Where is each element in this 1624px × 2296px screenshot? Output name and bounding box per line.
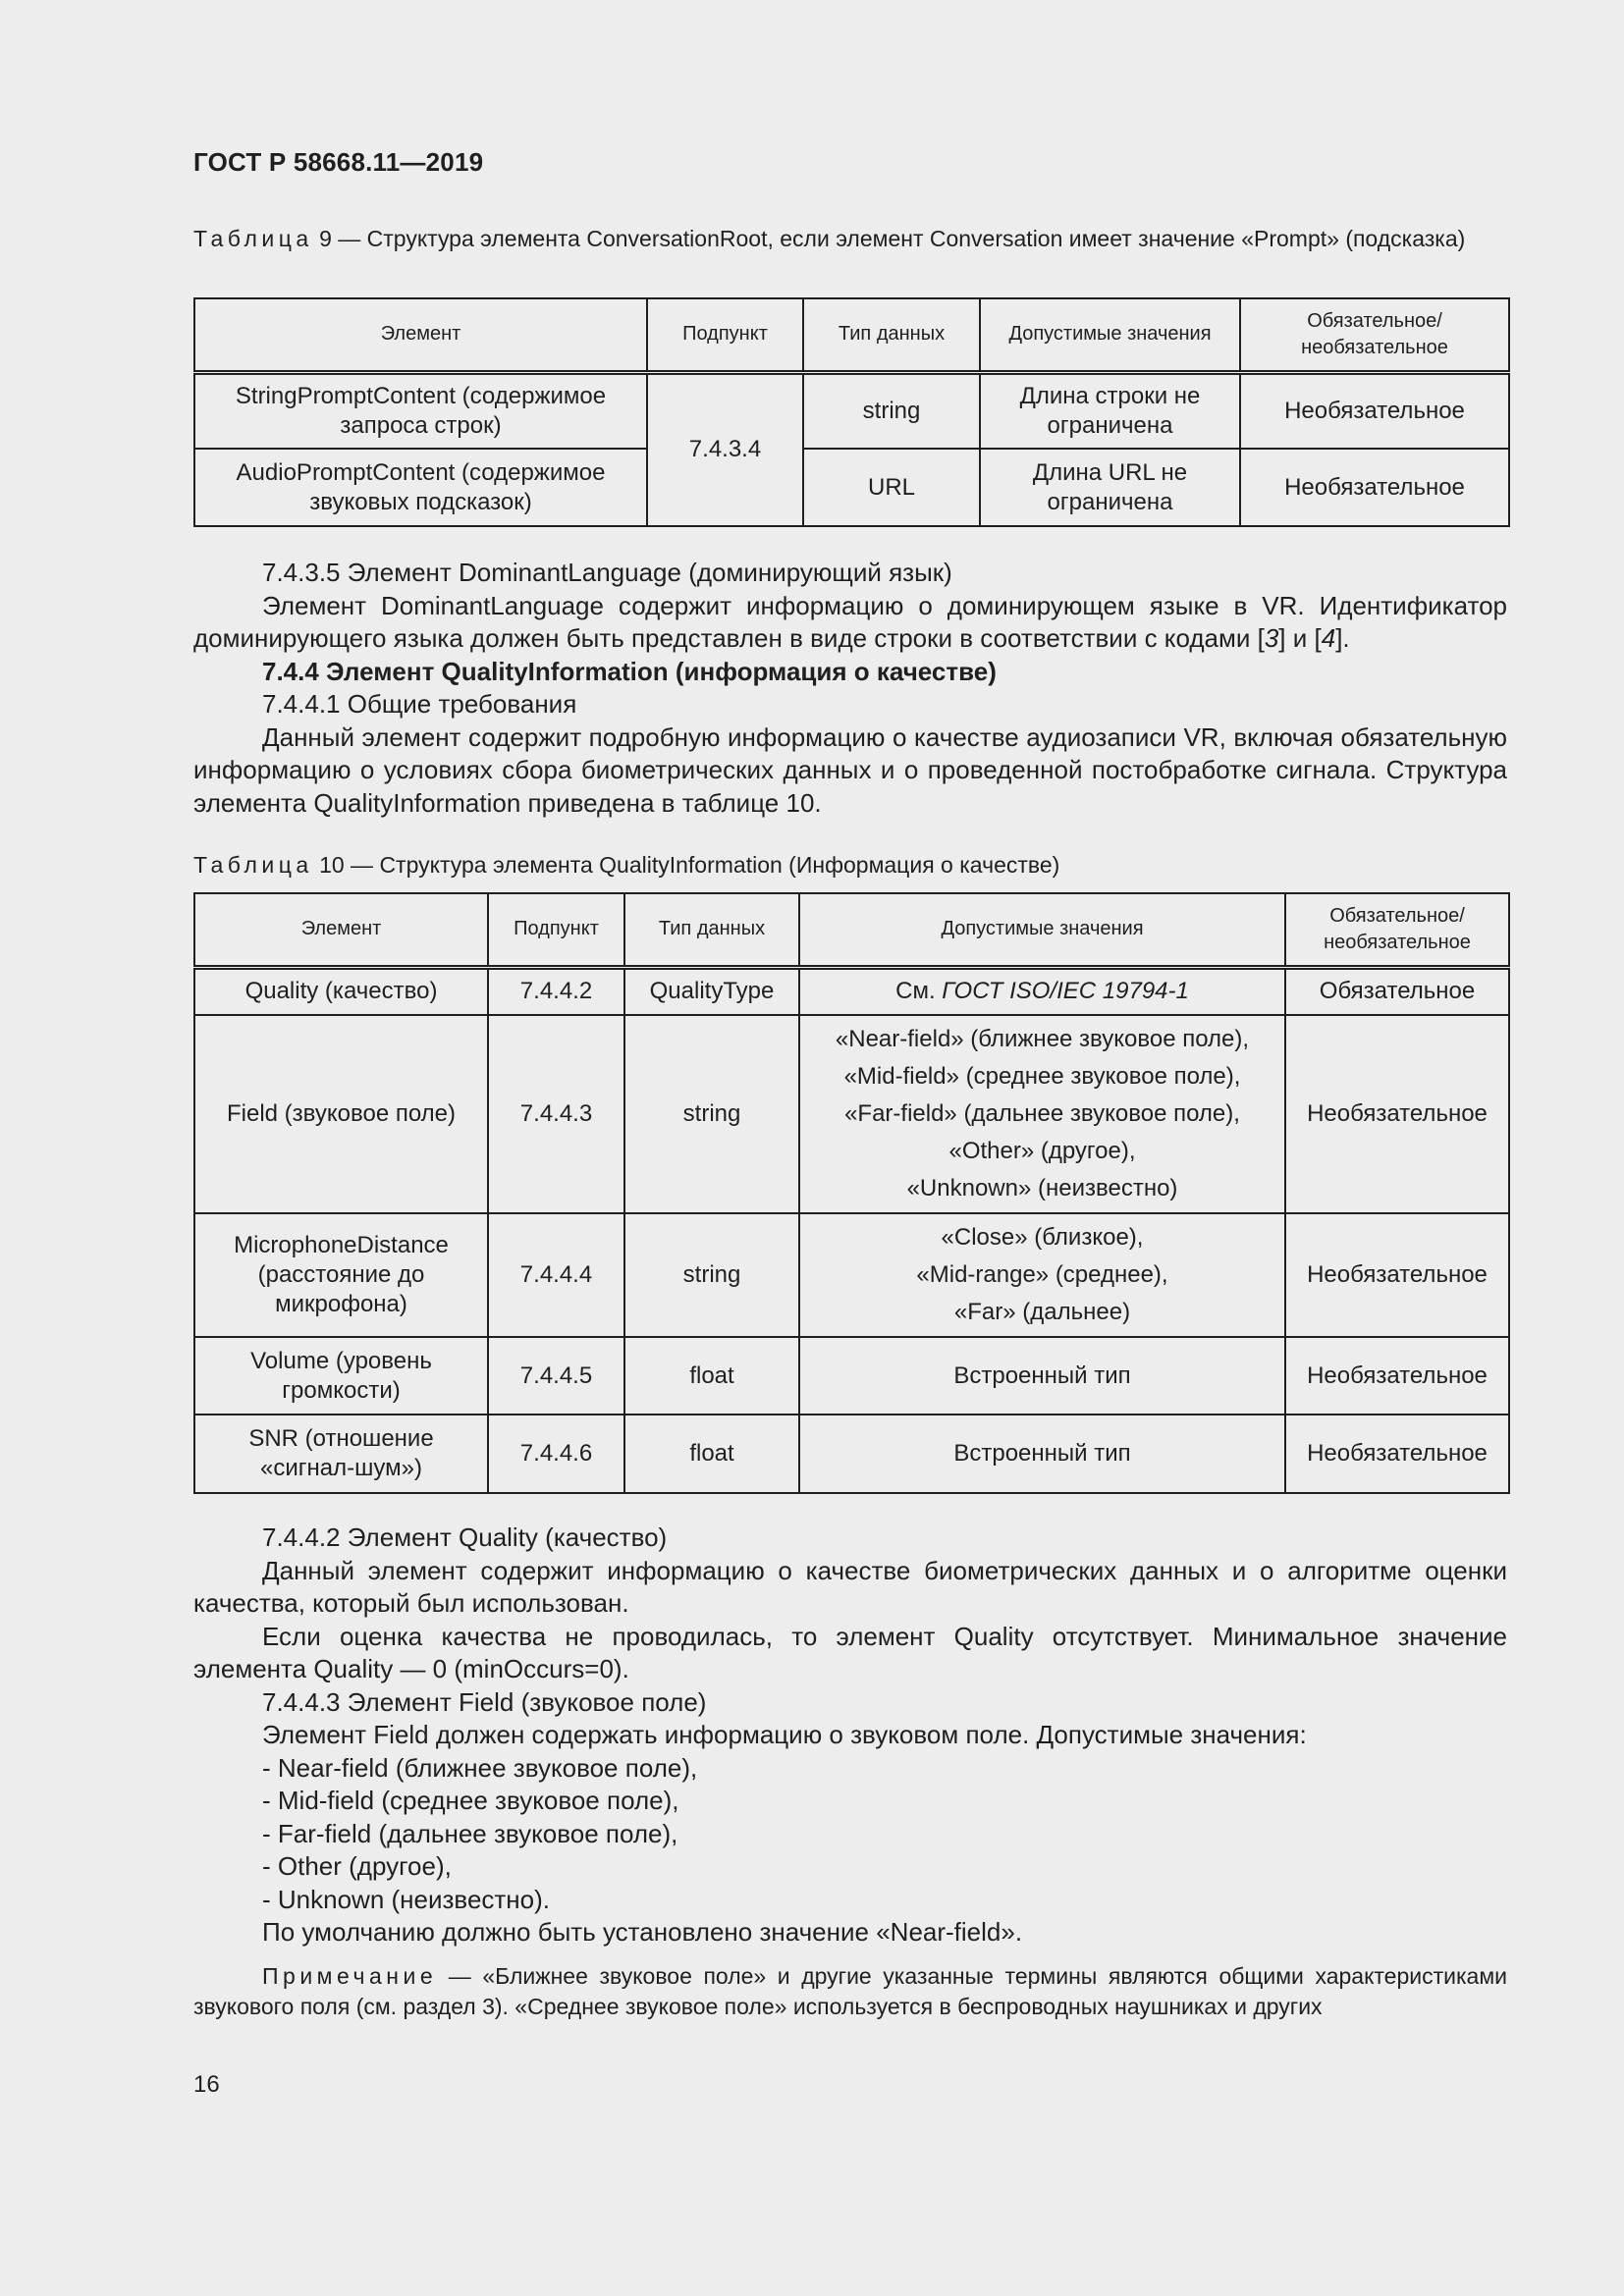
col-header: Допустимые значения (799, 893, 1285, 967)
paragraph: Данный элемент содержит информацию о качестве биометрических данных и о алгоритме оценки качества, который был использован. (193, 1555, 1507, 1618)
cell-values (799, 1213, 1285, 1337)
caption-text: 9 — Структура элемента ConversationRoot, если элемент Conversation имеет значение «Prompt» (подсказка) (312, 226, 1466, 251)
note-text: — «Ближнее звуковое поле» и другие указанные термины являются общими характеристиками звукового поля (см. раздел 3). «Среднее звуковое поле» используется в беспроводных наушниках и других (193, 1963, 1507, 2019)
cell-values: Длина строки не ограничена (980, 372, 1240, 449)
note (193, 1961, 1507, 2022)
caption-label: Таблица (193, 852, 313, 878)
cell-element: Volume (уровень громкости) (194, 1337, 488, 1415)
cell-element: SNR (отношение «сигнал-шум») (194, 1415, 488, 1493)
cell-element: Field (звуковое поле) (194, 1015, 488, 1213)
paragraph: По умолчанию должно быть установлено значение «Near-field». (262, 1917, 1023, 1947)
cell-required: Обязательное (1285, 967, 1509, 1015)
col-header: Обязательное/ необязательное (1240, 298, 1509, 372)
body-section-2 (193, 1522, 1507, 1949)
col-header: Тип данных (803, 298, 980, 372)
table-row (194, 372, 1509, 449)
cell-required: Необязательное (1240, 449, 1509, 526)
table-9 (193, 297, 1510, 527)
list-item: - Mid-field (среднее звуковое поле), (262, 1786, 679, 1815)
cell-values (799, 967, 1285, 1015)
caption-label: Таблица (193, 226, 313, 251)
section-heading: 7.4.4.3 Элемент Field (звуковое поле) (262, 1686, 707, 1717)
standard-ref: ГОСТ ISO/IEC 19794-1 (942, 978, 1189, 1005)
note-label: Примечание (262, 1963, 438, 1989)
col-header: Элемент (194, 298, 647, 372)
cell-element: MicrophoneDistance (расстояние до микрофона) (194, 1213, 488, 1337)
paragraph: Если оценка качества не проводилась, то элемент Quality отсутствует. Минимальное значение элемента Quality — 0 (minOccurs=0). (193, 1621, 1507, 1683)
col-header: Обязательное/ необязательное (1285, 893, 1509, 967)
cell-values: Длина URL не ограничена (980, 449, 1240, 526)
table-row (194, 1015, 1509, 1213)
paragraph-text: ] и [ (1278, 623, 1322, 653)
table-row (194, 1415, 1509, 1493)
cell-required: Необязательное (1285, 1337, 1509, 1415)
value-line: «Mid-field» (среднее звуковое поле), (843, 1063, 1241, 1090)
paragraph: Данный элемент содержит подробную информацию о качестве аудиозаписи VR, включая обязательную информацию о условиях сбора биометрических данных и о проведенной постобработке сигнала. Структура элемента QualityInformation приведена в таблице 10. (193, 721, 1507, 818)
cell-values: Встроенный тип (799, 1337, 1285, 1415)
cell-values: Встроенный тип (799, 1415, 1285, 1493)
table-row (194, 1337, 1509, 1415)
col-header: Тип данных (624, 893, 799, 967)
value-line: «Mid-range» (среднее), (916, 1261, 1168, 1288)
paragraph: Элемент Field должен содержать информацию о звуковом поле. Допустимые значения: (262, 1720, 1307, 1749)
cell-element: AudioPromptContent (содержимое звуковых подсказок) (194, 449, 647, 526)
section-heading: 7.4.3.5 Элемент DominantLanguage (доминирующий язык) (262, 558, 952, 587)
document-header: ГОСТ Р 58668.11—2019 (193, 147, 484, 177)
table-header-row (194, 893, 1509, 967)
cell-subclause: 7.4.4.6 (488, 1415, 624, 1493)
col-header: Элемент (194, 893, 488, 967)
table-9-caption (193, 224, 1507, 254)
table-header-row (194, 298, 1509, 372)
cell-required: Необязательное (1285, 1015, 1509, 1213)
value-line: «Near-field» (ближнее звуковое поле), (835, 1026, 1250, 1052)
citation-ref: 4 (1321, 623, 1336, 653)
cell-element: StringPromptContent (содержимое запроса строк) (194, 372, 647, 449)
cell-type: float (624, 1337, 799, 1415)
section-heading: 7.4.4.2 Элемент Quality (качество) (262, 1522, 668, 1552)
paragraph-text: Элемент DominantLanguage содержит информацию о доминирующем языке в VR. Идентификатор доминирующего языка должен быть представлен в виде строки в соответствии с кодами [ (193, 590, 1507, 653)
section-heading: 7.4.4 Элемент QualityInformation (информация о качестве) (262, 656, 997, 686)
cell-subclause: 7.4.4.5 (488, 1337, 624, 1415)
table-10 (193, 892, 1510, 1494)
value-line: «Far» (дальнее) (953, 1299, 1131, 1325)
cell-subclause: 7.4.4.2 (488, 967, 624, 1015)
cell-subclause: 7.4.4.4 (488, 1213, 624, 1337)
table-row (194, 1213, 1509, 1337)
cell-required: Необязательное (1240, 372, 1509, 449)
col-header: Подпункт (488, 893, 624, 967)
section-heading: 7.4.4.1 Общие требования (262, 689, 577, 719)
cell-type: string (803, 372, 980, 449)
list-item: - Unknown (неизвестно). (262, 1884, 551, 1914)
cell-subclause: 7.4.4.3 (488, 1015, 624, 1213)
page-number: 16 (193, 2071, 220, 2098)
values-prefix: См. (895, 978, 943, 1005)
value-line: «Other» (другое), (948, 1138, 1136, 1164)
cell-required: Необязательное (1285, 1213, 1509, 1337)
paragraph (193, 590, 1507, 656)
value-line: «Far-field» (дальнее звуковое поле), (844, 1100, 1240, 1127)
cell-element: Quality (качество) (194, 967, 488, 1015)
table-row (194, 449, 1509, 526)
table-row (194, 967, 1509, 1015)
list-item: - Near-field (ближнее звуковое поле), (262, 1752, 698, 1783)
list-item: - Other (другое), (262, 1851, 452, 1881)
value-line: «Close» (близкое), (941, 1224, 1144, 1251)
cell-type: QualityType (624, 967, 799, 1015)
list-item: - Far-field (дальнее звуковое поле), (262, 1818, 678, 1848)
col-header: Допустимые значения (980, 298, 1240, 372)
cell-values (799, 1015, 1285, 1213)
col-header: Подпункт (647, 298, 803, 372)
value-line: «Unknown» (неизвестно) (906, 1175, 1178, 1201)
cell-type: float (624, 1415, 799, 1493)
citation-ref: 3 (1264, 623, 1279, 653)
paragraph-text: ]. (1335, 623, 1350, 653)
cell-type: string (624, 1015, 799, 1213)
cell-subclause: 7.4.3.4 (647, 372, 803, 526)
cell-required: Необязательное (1285, 1415, 1509, 1493)
body-section-1 (193, 557, 1507, 820)
caption-text: 10 — Структура элемента QualityInformation (Информация о качестве) (312, 852, 1060, 878)
cell-type: string (624, 1213, 799, 1337)
cell-type: URL (803, 449, 980, 526)
table-10-caption (193, 850, 1507, 881)
